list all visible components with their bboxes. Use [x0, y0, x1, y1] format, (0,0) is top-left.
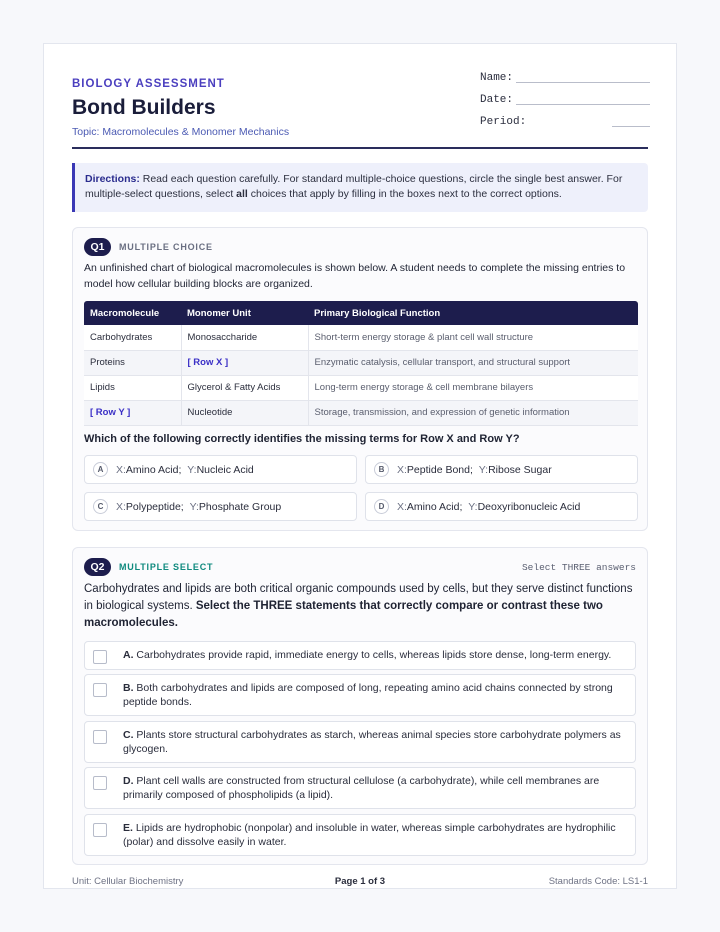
table-cell: Short-term energy storage & plant cell wall structure: [308, 325, 638, 350]
choice-c[interactable]: [84, 492, 357, 521]
footer-standards: Standards Code: LS1-1: [548, 876, 648, 887]
y-answer: Phosphate Group: [198, 500, 282, 513]
stem-text: Carbohydrates and lipids are both critical organic compounds used by cells, but they serve distinct functions in biological systems.: [84, 583, 633, 612]
macromolecule-table: [84, 301, 638, 426]
table-cell: Proteins: [84, 350, 181, 375]
y-label: Y:: [187, 463, 197, 476]
period-line: [612, 126, 650, 127]
question-1-type: MULTIPLE CHOICE: [119, 242, 213, 252]
y-answer: Nucleic Acid: [196, 463, 254, 476]
option-text: Plants store structural carbohydrates as starch, whereas animal species store carbohydrate polymers as glycogen.: [123, 729, 621, 755]
option-letter: D.: [123, 775, 134, 787]
option-text: Carbohydrates provide rapid, immediate energy to cells, whereas lipids store dense, long-term energy.: [133, 649, 612, 661]
header-block: [72, 78, 289, 138]
x-label: X:: [116, 463, 126, 476]
select-option-a[interactable]: [84, 641, 636, 670]
table-cell: Long-term energy storage & cell membrane bilayers: [308, 375, 638, 400]
question-1-header: [84, 238, 213, 256]
option-text: Both carbohydrates and lipids are composed of long, repeating amino acid chains connected by strong peptide bonds.: [123, 682, 613, 708]
question-1-prompt: Which of the following correctly identifies the missing terms for Row X and Row Y?: [84, 433, 520, 445]
y-answer: Deoxyribonucleic Acid: [477, 500, 581, 513]
worksheet-page: [43, 43, 677, 889]
y-answer: Ribose Sugar: [488, 463, 552, 476]
option-letter: A.: [123, 649, 134, 661]
question-2-header: [84, 558, 213, 576]
table-cell: Lipids: [84, 375, 181, 400]
checkbox[interactable]: [93, 650, 107, 664]
table-header-cell: Primary Biological Function: [308, 301, 638, 325]
select-option-b[interactable]: [84, 674, 636, 716]
directions-box: [72, 163, 648, 212]
table-header-cell: Monomer Unit: [181, 301, 308, 325]
stem-instruction: Select the THREE statements that correctly compare or contrast these two macromolecules.: [84, 600, 603, 629]
checkbox[interactable]: [93, 823, 107, 837]
question-1-stem: An unfinished chart of biological macromolecules is shown below. A student needs to complete the missing entries to model how cellular building blocks are organized.: [84, 262, 626, 290]
question-1-card: [72, 227, 648, 531]
option-letter: B.: [123, 682, 134, 694]
assessment-kicker: BIOLOGY ASSESSMENT: [72, 78, 225, 90]
select-option-d[interactable]: [84, 767, 636, 809]
x-label: X:: [116, 500, 126, 513]
choice-letter: D: [374, 499, 389, 514]
name-line: [516, 82, 650, 83]
choice-b[interactable]: [365, 455, 638, 484]
y-label: Y:: [468, 500, 478, 513]
x-answer: Amino Acid;: [125, 463, 182, 476]
directions-bold: all: [236, 188, 248, 200]
table-cell: Nucleotide: [181, 400, 308, 425]
question-1-badge: Q1: [84, 238, 111, 256]
directions-lead: Directions:: [85, 173, 140, 185]
name-field[interactable]: [480, 72, 650, 94]
table-header-cell: Macromolecule: [84, 301, 181, 325]
student-info-fields: [480, 72, 650, 138]
question-2-type: MULTIPLE SELECT: [119, 562, 214, 572]
table-row: [84, 325, 638, 350]
choice-a[interactable]: [84, 455, 357, 484]
table-cell: Storage, transmission, and expression of genetic information: [308, 400, 638, 425]
checkbox[interactable]: [93, 776, 107, 790]
directions-text-1: Read each question carefully. For standard multiple-choice questions, circle the single best answer. For multiple-select questions, select: [85, 173, 623, 200]
date-label: Date:: [480, 94, 514, 106]
footer-page-number: Page 1 of 3: [334, 876, 386, 887]
name-label: Name:: [480, 72, 514, 84]
period-label: Period:: [480, 116, 527, 128]
x-answer: Amino Acid;: [406, 500, 463, 513]
x-label: X:: [397, 500, 407, 513]
choice-d[interactable]: [365, 492, 638, 521]
question-2-card: [72, 547, 648, 865]
table-cell: Carbohydrates: [84, 325, 181, 350]
period-field[interactable]: [480, 116, 650, 138]
select-count-note: Select THREE answers: [521, 562, 636, 573]
table-header-row: [84, 301, 638, 325]
x-label: X:: [397, 463, 407, 476]
option-text: Plant cell walls are constructed from structural cellulose (a carbohydrate), while cell membranes are primarily composed of phospholipids (a lipid).: [123, 775, 600, 801]
option-text: Lipids are hydrophobic (nonpolar) and insoluble in water, whereas simple carbohydrates are hydrophilic (polar) and dissolve easily in water.: [123, 822, 616, 848]
table-row: [84, 375, 638, 400]
page-footer: [72, 876, 648, 890]
table-row: [84, 350, 638, 375]
question-2-stem: [84, 581, 636, 632]
y-label: Y:: [478, 463, 489, 476]
option-letter: C.: [123, 729, 134, 741]
table-cell: Glycerol & Fatty Acids: [181, 375, 308, 400]
checkbox[interactable]: [93, 730, 107, 744]
select-option-e[interactable]: [84, 814, 636, 856]
table-cell: Monosaccharide: [181, 325, 308, 350]
missing-row-y-cell: [ Row Y ]: [84, 400, 181, 425]
checkbox[interactable]: [93, 683, 107, 697]
table-row: [84, 400, 638, 425]
table-cell: Enzymatic catalysis, cellular transport, and structural support: [308, 350, 638, 375]
footer-unit: Unit: Cellular Biochemistry: [72, 876, 184, 887]
option-letter: E.: [123, 822, 133, 834]
select-option-c[interactable]: [84, 721, 636, 763]
directions-text-2: choices that apply by filling in the boxes next to the correct options.: [247, 188, 562, 200]
choice-letter: C: [93, 499, 108, 514]
header-divider: [72, 147, 648, 149]
missing-row-x-cell: [ Row X ]: [181, 350, 308, 375]
choice-letter: B: [374, 462, 389, 477]
page-title: Bond Builders: [72, 96, 216, 119]
topic-line: Topic: Macromolecules & Monomer Mechanics: [72, 126, 290, 138]
choice-letter: A: [93, 462, 108, 477]
date-field[interactable]: [480, 94, 650, 116]
date-line: [516, 104, 650, 105]
x-answer: Peptide Bond;: [406, 463, 473, 476]
x-answer: Polypeptide;: [125, 500, 184, 513]
question-2-badge: Q2: [84, 558, 111, 576]
y-label: Y:: [189, 500, 199, 513]
